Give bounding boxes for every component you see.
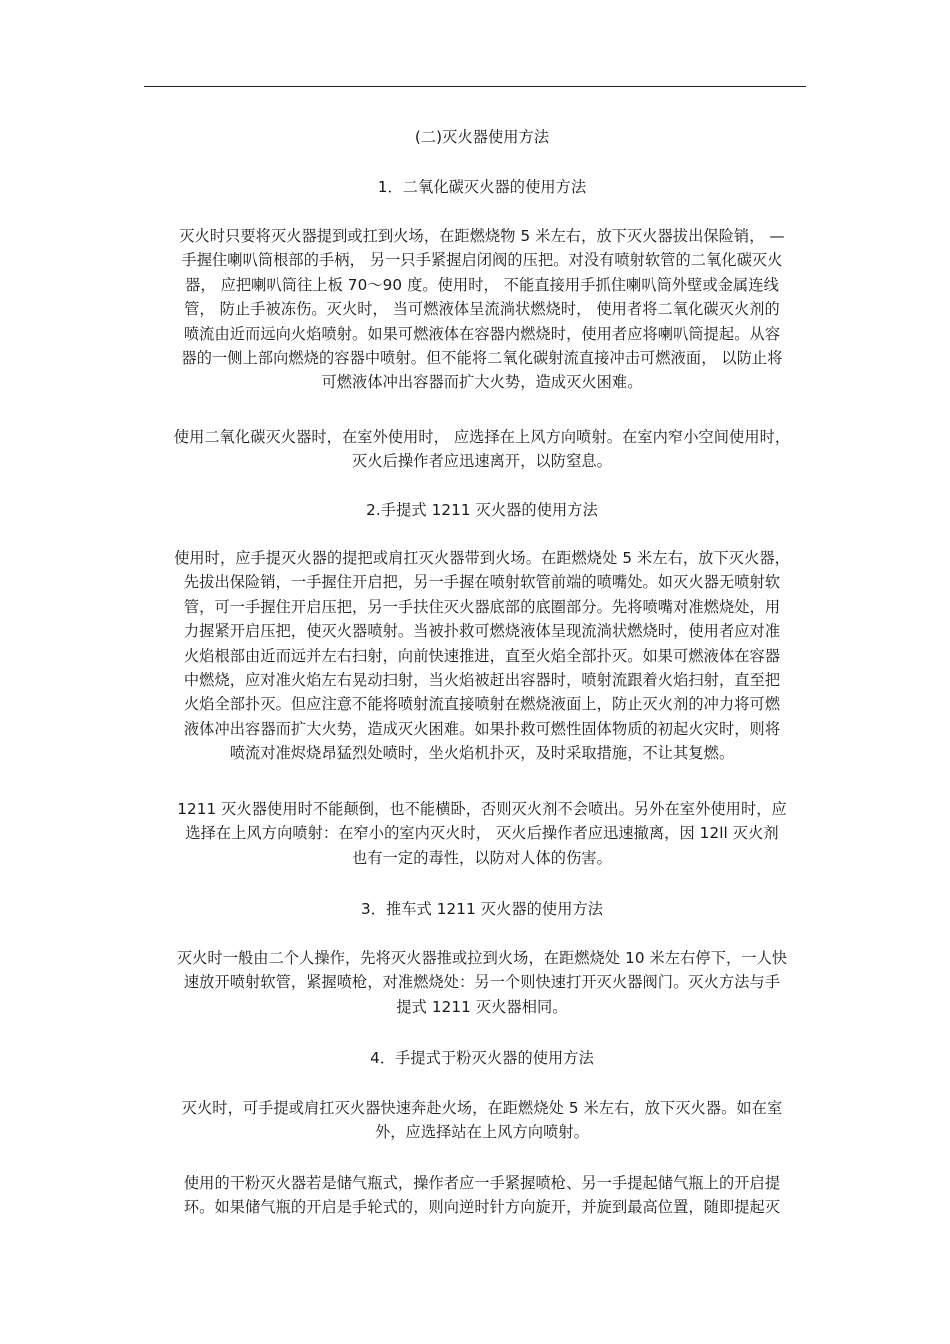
heading-co2-extinguisher: 1．二氧化碳灭火器的使用方法 [377,178,587,196]
heading-dry-powder: 4．手提式于粉灭火器的使用方法 [370,1049,594,1067]
heading-cart-1211: 3．推车式 1211 灭火器的使用方法 [360,900,604,918]
header-rule [144,86,806,87]
paragraph-handheld-1211-usage: 使用时，应手提灭火器的提把或肩扛灭火器带到火场。在距燃烧处 5 米左右，放下灭火器， 先拔出保险销，一手握住开启把，另一手握在喷射软管前端的喷嘴处。如灭火器无喷射软 管，可一手握住开启压把，另一手扶住灭火器底部的底圈部分。先将喷嘴对准燃烧处，用 力握紧开启压把，使灭火器喷射。当被扑救可燃烧液体呈现流淌状燃烧时，使用者应对准 火焰根部由近而远并左右扫射，向前快速推进，直至火焰全部扑灭。如果可燃液体在容器 中燃烧，应对准火焰左右晃动扫射，当火焰被赶出容器时，喷射流跟着火焰扫射，直至把 火焰全部扑灭。但应注意不能将喷射流直接喷射在燃烧液面上，防止灭火剂的冲力将可燃 液体冲出容器而扩大火势，造成灭火困难。如果扑救可燃性固体物质的初起火灾时，则将 喷流对准烬烧昂猛烈处喷时，坐火焰机扑灭，及时采取措施，不让其复燃。 [174,549,790,763]
section-title: (二)灭火器使用方法 [414,128,550,146]
paragraph-handheld-1211-caution: 1211 灭火器使用时不能颠倒，也不能横卧，否则灭火剂不会喷出。另外在室外使用时，应 选择在上风方向喷射：在窄小的室内灭火时， 灭火后操作者应迅速撤离，因 12ll 灭火剂 也有一定的毒性，以防对人体的伤害。 [177,800,787,867]
paragraph-co2-usage: 灭火时只要将灭火器提到或扛到火场，在距燃烧物 5 米左右，放下灭火器拔出保险销， — 手握住喇叭筒根部的手柄， 另一只手紧握启闭阀的压把。对没有喷射软管的二氧化碳灭火 器， 应把喇叭筒往上板 70～90 度。使用时， 不能直接用手抓住喇叭筒外壁或金属连线 管， 防止手被冻伤。灭火时， 当可燃液体呈流淌状燃烧时， 使用者将二氧化碳灭火剂的 喷流由近而远向火焰喷射。如果可燃液体在容器内燃烧时，使用者应将喇叭筒提起。从容 器的一侧上部向燃烧的容器中喷射。但不能将二氧化碳射流直接冲击可燃液面， 以防止将 可燃液体冲出容器而扩大火势，造成灭火困难。 [179,227,785,392]
paragraph-co2-caution: 使用二氧化碳灭火器时，在室外使用时， 应选择在上风方向喷射。在室内窄小空间使用时， 灭火后操作者应迅速离开，以防窒息。 [173,428,791,471]
paragraph-cart-1211-usage: 灭火时一般由二个人操作，先将灭火器推或拉到火场，在距燃烧处 10 米左右停下，一人快 速放开喷射软管，紧握喷枪，对准燃烧处：另一个则快速打开灭火器阀门。灭火方法与手 提式 1211 灭火器相同。 [176,949,788,1016]
heading-handheld-1211: 2.手提式 1211 灭火器的使用方法 [366,501,598,519]
paragraph-dry-powder-cartridge: 使用的干粉灭火器若是储气瓶式，操作者应一手紧握喷枪、另一手提起储气瓶上的开启提 环。如果储气瓶的开启是手轮式的，则向逆时针方向旋开，并旋到最高位置，随即提起灭 [183,1174,781,1217]
paragraph-dry-powder-usage: 灭火时，可手提或肩扛灭火器快速奔赴火场，在距燃烧处 5 米左右，放下灭火器。如在室 外，应选择站在上风方向喷射。 [181,1099,783,1142]
